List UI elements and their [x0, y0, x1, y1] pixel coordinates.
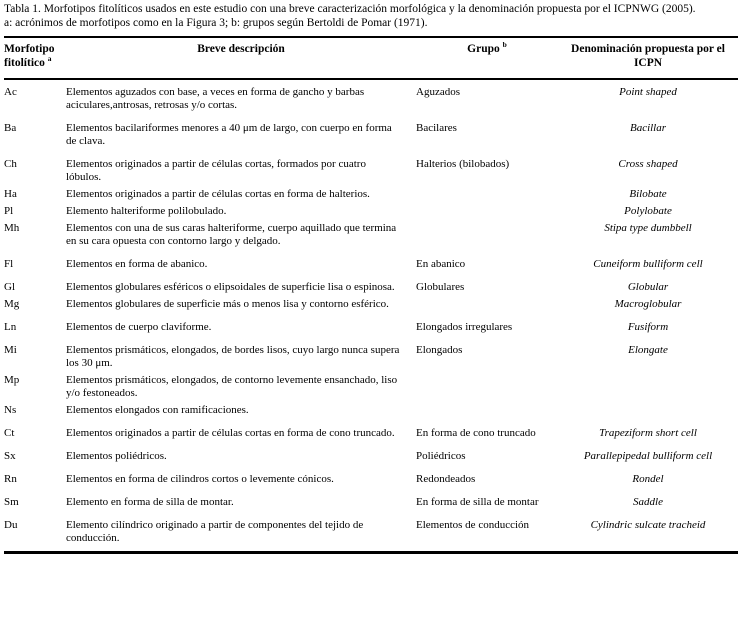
group-cell [416, 294, 558, 311]
table-row [4, 311, 738, 334]
header-row [4, 37, 738, 79]
icpn-name-cell: Cross shaped [618, 158, 678, 170]
group-cell: Bacilares [416, 122, 457, 134]
group-cell: Poliédricos [416, 450, 466, 462]
group-cell: Halterios (bilobados) [416, 158, 510, 170]
icpn-name-cell: Elongate [628, 344, 668, 356]
icpn-name-cell: Bacillar [629, 122, 667, 134]
description-cell: Elemento cilíndrico originado a partir de componentes del tejido de conducción. [66, 519, 364, 544]
column-header-grupo-label: Grupo [467, 43, 500, 55]
description-cell: Elementos prismáticos, elongados, de contorno levemente ensanchado, liso y/o festoneados. [66, 374, 398, 399]
icpn-name-cell: Parallepipedal bulliform cell [583, 450, 713, 462]
table-body [4, 79, 738, 553]
morphotype-code-cell: Ac [4, 86, 17, 98]
morphotype-code-cell: Ch [4, 158, 17, 170]
description-cell: Elementos poliédricos. [66, 450, 167, 462]
footnote-marker-a: a [47, 53, 52, 63]
group-cell [416, 184, 558, 201]
morphotype-code-cell: Ct [4, 427, 15, 439]
group-cell: Elongados [416, 344, 463, 356]
column-header-descripcion-label: Breve descripción [197, 43, 285, 55]
column-header-morfotipo-label: Morfotipo fitolítico [4, 43, 55, 69]
table-row [4, 509, 738, 553]
description-cell: Elemento en forma de silla de montar. [66, 496, 234, 508]
description-cell: Elementos originados a partir de células cortas, formados por cuatro lóbulos. [66, 158, 366, 183]
morphotype-code-cell: Du [4, 519, 18, 531]
icpn-name-cell: Trapeziform short cell [599, 427, 697, 439]
table-row [4, 148, 738, 184]
icpn-name-cell: Stipa type dumbbell [604, 222, 692, 234]
caption-title: Tabla 1. Morfotipos fitolíticos usados en este estudio con una breve caracterización morfológica y la denominación propuesta por el ICPNWG (2005). [4, 3, 696, 15]
icpn-name-cell [558, 400, 738, 417]
morphotype-code-cell: Ha [4, 188, 17, 200]
description-cell: Elementos originados a partir de células cortas en forma de halterios. [66, 188, 370, 200]
column-header-icpn [558, 37, 738, 79]
description-cell: Elementos bacilariformes menores a 40 μm de largo, con cuerpo en forma de clava. [66, 122, 392, 147]
group-cell: En abanico [416, 258, 466, 270]
table-row [4, 248, 738, 271]
icpn-name-cell: Point shaped [619, 86, 677, 98]
morphotype-code-cell: Sm [4, 496, 19, 508]
column-header-descripcion [66, 37, 416, 79]
description-cell: Elementos con una de sus caras halteriforme, cuerpo aquillado que termina en su cara opuesta con contorno largo y delgado. [66, 222, 397, 247]
description-cell: Elementos elongados con ramificaciones. [66, 404, 249, 416]
description-cell: Elementos globulares de superficie más o menos lisa y contorno esférico. [66, 298, 389, 310]
table-row [4, 294, 738, 311]
icpn-name-cell: Cylindric sulcate tracheid [590, 519, 706, 531]
morphotype-code-cell: Mp [4, 374, 20, 386]
group-cell [416, 201, 558, 218]
icpn-name-cell: Saddle [633, 496, 663, 508]
table-row [4, 440, 738, 463]
icpn-name-cell: Globular [627, 281, 669, 293]
morphotype-code-cell: Fl [4, 258, 14, 270]
description-cell: Elementos originados a partir de células cortas en forma de cono truncado. [66, 427, 395, 439]
group-cell: Aguzados [416, 86, 460, 98]
icpn-name-cell [558, 370, 738, 400]
morphotype-code-cell: Mh [4, 222, 20, 234]
description-cell: Elemento halteriforme polilobulado. [66, 205, 227, 217]
caption-footnotes: a: acrónimos de morfotipos como en la Figura 3; b: grupos según Bertoldi de Pomar (1971). [4, 16, 428, 29]
table-row [4, 218, 738, 248]
group-cell [416, 370, 558, 400]
table-row [4, 271, 738, 294]
morphotype-table [4, 36, 738, 554]
morphotype-code-cell: Gl [4, 281, 15, 293]
icpn-name-cell: Fusiform [627, 321, 669, 333]
table-row [4, 463, 738, 486]
table-row [4, 486, 738, 509]
group-cell: En forma de silla de montar [416, 496, 539, 508]
table-row [4, 400, 738, 417]
icpn-name-cell: Polylobate [624, 205, 672, 217]
icpn-name-cell: Rondel [632, 473, 664, 485]
icpn-name-cell: Bilobate [629, 188, 667, 200]
group-cell: Elementos de conducción [416, 519, 530, 531]
table-caption [0, 3, 741, 30]
group-cell: Globulares [416, 281, 465, 293]
column-header-icpn-label: Denominación propuesta por el ICPN [571, 43, 725, 69]
column-header-morfotipo [4, 37, 66, 79]
morphotype-code-cell: Ba [4, 122, 17, 134]
group-cell: Redondeados [416, 473, 476, 485]
description-cell: Elementos prismáticos, elongados, de bordes lisos, cuyo largo nunca supera los 30 μm. [66, 344, 400, 369]
table-row [4, 370, 738, 400]
morphotype-code-cell: Sx [4, 450, 16, 462]
table-row [4, 334, 738, 370]
icpn-name-cell: Macroglobular [614, 298, 682, 310]
table-row [4, 79, 738, 112]
description-cell: Elementos de cuerpo claviforme. [66, 321, 212, 333]
icpn-name-cell: Cuneiform bulliform cell [593, 258, 703, 270]
table-row [4, 201, 738, 218]
morphotype-code-cell: Mi [4, 344, 17, 356]
description-cell: Elementos en forma de abanico. [66, 258, 208, 270]
table-row [4, 112, 738, 148]
group-cell: Elongados irregulares [416, 321, 513, 333]
footnote-marker-b: b [502, 40, 507, 50]
morphotype-code-cell: Mg [4, 298, 20, 310]
morphotype-code-cell: Rn [4, 473, 17, 485]
group-cell [416, 218, 558, 248]
description-cell: Elementos globulares esféricos o elipsoidales de superficie lisa o espinosa. [66, 281, 395, 293]
morphotype-code-cell: Ln [4, 321, 17, 333]
table-row [4, 184, 738, 201]
group-cell: En forma de cono truncado [416, 427, 536, 439]
morphotype-code-cell: Pl [4, 205, 14, 217]
table-row [4, 417, 738, 440]
column-header-grupo [416, 37, 558, 79]
group-cell [416, 400, 558, 417]
description-cell: Elementos en forma de cilindros cortos o levemente cónicos. [66, 473, 334, 485]
description-cell: Elementos aguzados con base, a veces en forma de gancho y barbas aciculares,antrosas, retrosas y/o cortas. [66, 86, 365, 111]
morphotype-code-cell: Ns [4, 404, 17, 416]
